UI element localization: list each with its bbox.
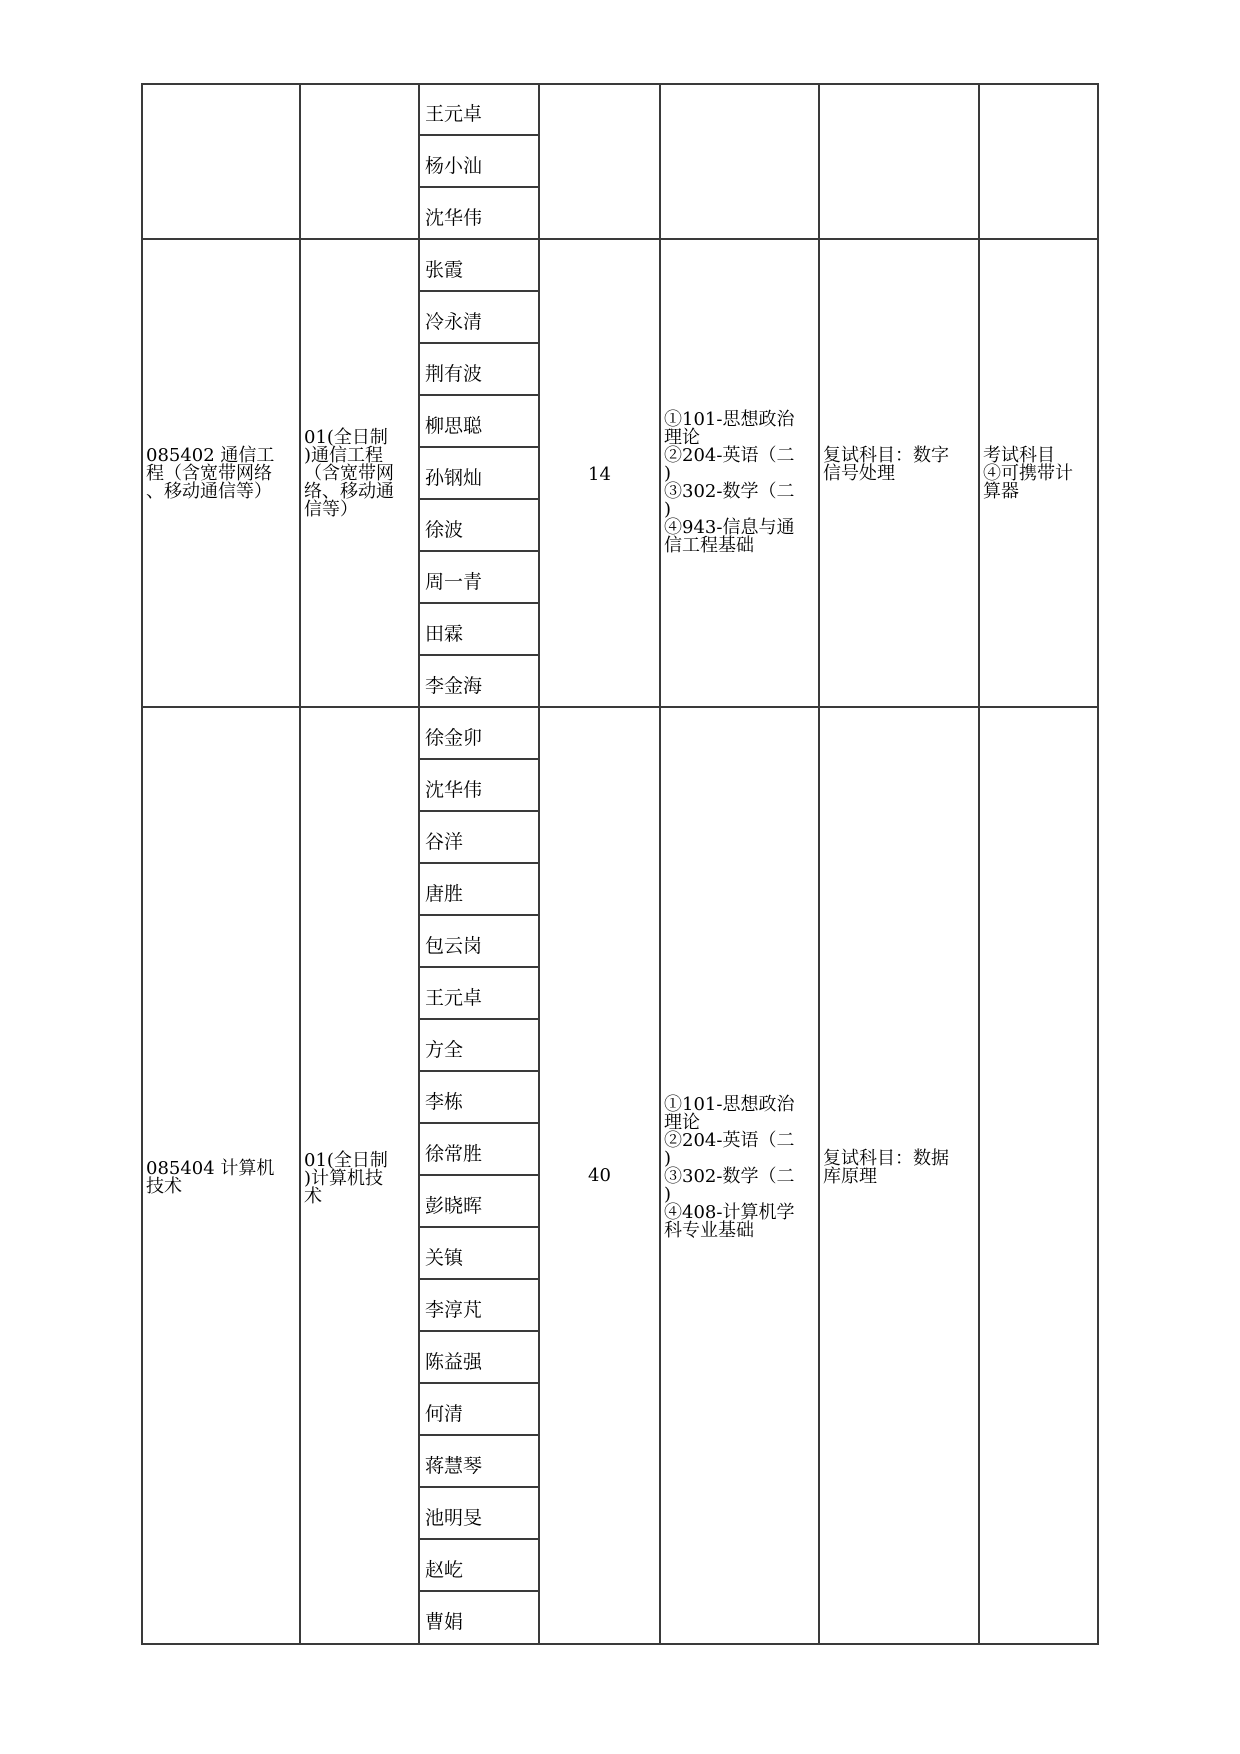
program-line: 085402 通信工 [146, 445, 275, 466]
supervisor-name: 方全 [425, 1038, 464, 1061]
program-line: 程（含宽带网络 [146, 463, 272, 484]
exam-line: ①101-思想政治 [664, 1094, 795, 1115]
retest-line: 复试科目：数据 [823, 1148, 949, 1169]
supervisor-name: 柳思聪 [425, 414, 483, 437]
supervisor-name: 张霞 [425, 258, 464, 281]
exam-line: 理论 [664, 427, 700, 448]
supervisor-name: 李淳芃 [425, 1298, 483, 1321]
direction-line: 01(全日制 [304, 1150, 388, 1171]
exam-line: ④408-计算机学 [664, 1202, 795, 1223]
exam-line: ③302-数学（二 [664, 481, 795, 502]
column-divider [818, 83, 820, 1645]
supervisor-name: 谷洋 [425, 830, 464, 853]
supervisor-name: 赵屹 [425, 1558, 464, 1581]
supervisor-name: 徐波 [425, 518, 464, 541]
exam-line: 科专业基础 [664, 1220, 754, 1241]
exam-line: ) [664, 499, 672, 520]
supervisor-name: 周一青 [425, 570, 483, 593]
supervisor-name: 曹娟 [425, 1610, 464, 1633]
supervisor-name: 沈华伟 [425, 206, 483, 229]
exam-line: ) [664, 463, 672, 484]
supervisor-name: 孙钢灿 [425, 466, 483, 489]
supervisor-name: 杨小汕 [425, 154, 483, 177]
direction-line: )通信工程 [304, 445, 384, 466]
section-divider [141, 706, 1099, 708]
notes-line: ④可携带计 [983, 463, 1073, 484]
exam-subjects [661, 411, 818, 555]
retest-subject [820, 1150, 978, 1186]
supervisor-name: 包云岗 [425, 934, 483, 957]
supervisor-name: 荆有波 [425, 362, 483, 385]
supervisor-name: 池明旻 [425, 1506, 483, 1529]
retest-line: 库原理 [823, 1166, 877, 1187]
supervisor-name: 李金海 [425, 674, 483, 697]
exam-line: ④943-信息与通 [664, 517, 795, 538]
exam-line: ) [664, 1184, 672, 1205]
notes-line: 考试科目 [983, 445, 1055, 466]
supervisor-name: 李栋 [425, 1090, 464, 1113]
supervisor-name: 徐金卯 [425, 726, 483, 749]
exam-line: 理论 [664, 1112, 700, 1133]
exam-line: ) [664, 1148, 672, 1169]
supervisor-name: 王元卓 [425, 986, 483, 1009]
supervisor-name: 沈华伟 [425, 778, 483, 801]
supervisor-name: 陈益强 [425, 1350, 483, 1373]
admissions-table [141, 83, 1099, 1645]
column-divider [978, 83, 980, 1645]
supervisor-name: 冷永清 [425, 310, 483, 333]
supervisor-name: 田霖 [425, 622, 464, 645]
direction-line: （含宽带网 [304, 463, 394, 484]
research-direction [301, 429, 418, 519]
exam-line: ②204-英语（二 [664, 1130, 795, 1151]
exam-line: ①101-思想政治 [664, 409, 795, 430]
program-name [143, 1160, 299, 1196]
direction-line: )计算机技 [304, 1168, 384, 1189]
supervisor-name: 唐胜 [425, 882, 464, 905]
notes-line: 算器 [983, 481, 1019, 502]
retest-subject [820, 447, 978, 483]
direction-line: 信等） [304, 499, 358, 520]
retest-line: 复试科目：数字 [823, 445, 949, 466]
supervisor-name: 蒋慧琴 [425, 1454, 483, 1477]
notes [980, 447, 1098, 501]
program-name [143, 447, 299, 501]
column-divider [418, 83, 420, 1645]
exam-line: 信工程基础 [664, 535, 754, 556]
section-divider [141, 238, 1099, 240]
supervisor-name: 彭晓晖 [425, 1194, 483, 1217]
column-divider [659, 83, 661, 1645]
program-line: 技术 [146, 1176, 182, 1197]
enrollment-quota: 40 [588, 1165, 611, 1186]
direction-line: 01(全日制 [304, 427, 388, 448]
direction-line: 络、移动通 [304, 481, 394, 502]
exam-subjects [661, 1096, 818, 1240]
supervisor-name: 徐常胜 [425, 1142, 483, 1165]
enrollment-quota: 14 [588, 464, 611, 485]
supervisor-name: 王元卓 [425, 102, 483, 125]
column-divider [538, 83, 540, 1645]
supervisor-name: 何清 [425, 1402, 464, 1425]
direction-line: 术 [304, 1186, 322, 1207]
retest-line: 信号处理 [823, 463, 895, 484]
supervisor-name: 关镇 [425, 1246, 464, 1269]
program-line: 、移动通信等） [146, 481, 272, 502]
column-divider [299, 83, 301, 1645]
exam-line: ③302-数学（二 [664, 1166, 795, 1187]
exam-line: ②204-英语（二 [664, 445, 795, 466]
program-line: 085404 计算机 [146, 1158, 275, 1179]
research-direction [301, 1152, 418, 1206]
